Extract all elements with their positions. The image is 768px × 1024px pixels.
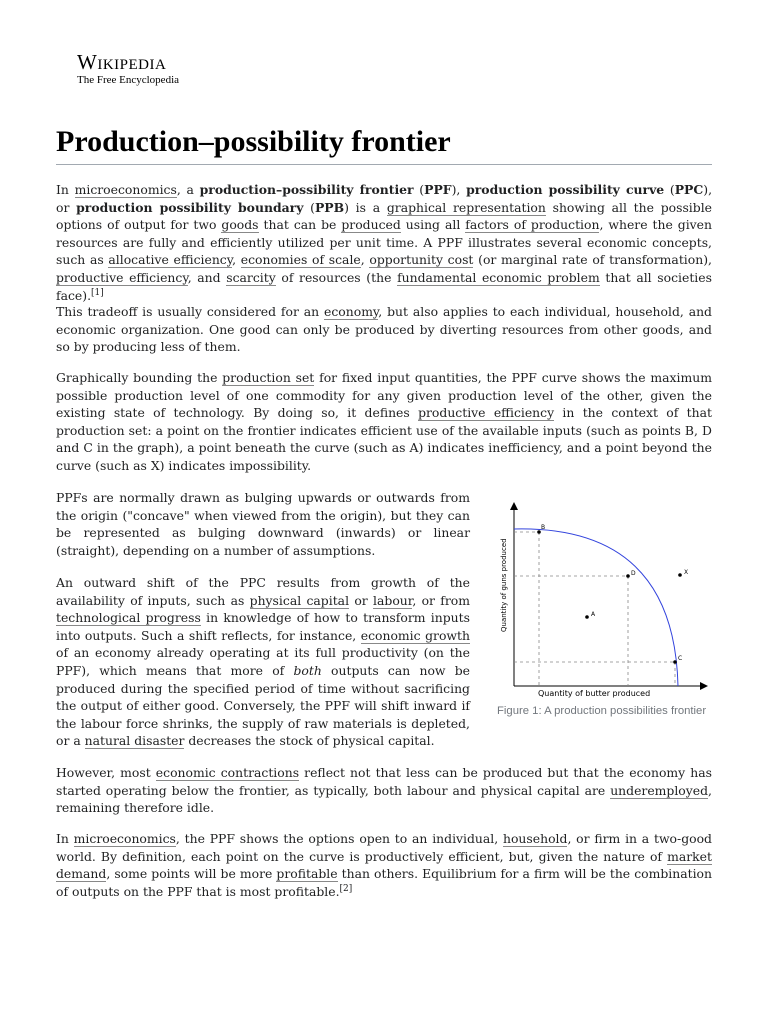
reference-1[interactable]: [1] [91,287,104,298]
wikipedia-logo[interactable] [77,52,179,86]
logo-tagline: The Free Encyclopedia [77,74,180,86]
link-opportunity-cost[interactable]: opportunity cost [369,252,474,268]
point-c [673,660,677,664]
label-a: A [591,611,596,618]
point-x [678,573,682,577]
link-profitable[interactable]: profitable [276,866,338,882]
link-economic-contractions[interactable]: economic contractions [155,765,300,780]
label-c: C [678,655,683,662]
label-b: B [541,524,546,531]
page-title: Production–possibility frontier [56,122,712,165]
guide-lines [514,532,675,686]
x-axis-label: Quantity of butter produced [538,689,651,698]
link-underemployed[interactable]: underemployed [610,782,709,798]
label-x: X [684,569,689,576]
link-productive-efficiency[interactable]: productive efficiency [56,269,188,285]
link-microeconomics[interactable]: microeconomics [74,182,177,197]
link-economy[interactable]: economy [324,304,379,319]
link-microeconomics-2[interactable]: microeconomics [73,831,176,846]
reference-2[interactable]: [2] [339,883,353,894]
link-graphical-representation[interactable]: graphical representation [386,199,546,215]
label-d: D [631,570,636,577]
link-physical-capital[interactable]: physical capital [249,592,350,608]
figure-caption: Figure 1: A production possibilities frontier [497,705,707,717]
ppf-diagram [494,500,716,700]
link-economic-growth[interactable]: economic growth [360,627,470,643]
link-production-set[interactable]: production set [222,370,315,385]
link-produced[interactable]: produced [341,217,401,233]
link-economies-of-scale[interactable]: economies of scale [240,252,361,268]
link-allocative-efficiency[interactable]: allocative efficiency [108,252,233,268]
link-factors-of-production[interactable]: factors of production [465,217,600,233]
y-axis-label: Quantity of guns produced [500,538,508,632]
paragraph-graphically: Graphically bounding the production set for fixed input quantities, the PPF curve shows the maximum possible production level of one commodity for any given production level of the other, given the existing state of technology. By doing so, it defines productive efficiency in the context of that production set: a point on the frontier indicates efficient use of the available inputs (such as points B, D and C in the graph), a point beneath the curve (such as A) indicates inefficiency, and a point beyond the curve (such as X) indicates impossibility. [56,370,712,473]
paragraph-bulging: PPFs are normally drawn as bulging upwards or outwards from the origin ("concave" when viewed from the origin), but they can be represented as bulging downward (inwards) or linear (straight), depending on a number of assumptions. [56,490,470,558]
point-d [626,574,630,578]
paragraph-outward-shift: An outward shift of the PPC results from growth of the availability of inputs, such as physical capital or labour, or from technological progress in knowledge of how to transform inputs into outputs. Such a shift reflects, for instance, economic growth of an economy already operating at its full productivity (on the PPF), which means that more of both outputs can now be produced during the specified period of time without sacrificing the output of either good. Conversely, the PPF will shift inward if the labour force shrinks, the supply of raw materials is depleted, or a natural disaster decreases the stock of physical capital. [56,575,471,749]
link-household[interactable]: household [502,831,568,846]
logo-wordmark: Wikipedia [77,50,167,74]
link-goods[interactable]: goods [221,217,259,233]
link-market-demand[interactable]: market demand [56,848,712,882]
point-a [585,615,589,619]
link-natural-disaster[interactable]: natural disaster [84,733,185,749]
paragraph-microeconomics: In microeconomics, the PPF shows the options open to an individual, household, or firm in a two-good world. By definition, each point on the curve is productively efficient, but, given the nature of market demand, some points will be more profitable than others. Equilibrium for a firm will be the combination of outputs on the PPF that is most profitable.[2] [56,831,712,899]
ppf-curve [514,529,678,686]
link-scarcity[interactable]: scarcity [226,269,276,285]
link-productive-efficiency-2[interactable]: productive efficiency [418,405,555,421]
link-labour[interactable]: labour [373,592,413,608]
paragraph-tradeoff: This tradeoff is usually considered for an economy, but also applies to each individual, household, and economic organization. One good can only be produced by diverting resources from other goods, and so by producing less of them. [56,304,712,355]
paragraph-intro: In microeconomics, a production–possibility frontier (PPF), production possibility curve (PPC), or production possibility boundary (PPB) is a graphical representation showing all the possible options of output for two goods that can be produced using all factors of production, where the given resources are fully and efficiently utilized per unit time. A PPF illustrates several economic concepts, such as allocative efficiency, economies of scale, opportunity cost (or marginal rate of transformation), productive efficiency, and scarcity of resources (the fundamental economic problem that all societies face).[1] [56,182,713,303]
paragraph-contractions: However, most economic contractions reflect not that less can be produced but that the economy has started operating below the frontier, as typically, both labour and physical capital are underemployed, remaining therefore idle. [56,765,712,816]
link-fundamental-economic-problem[interactable]: fundamental economic problem [397,269,600,285]
link-technological-progress[interactable]: technological progress [56,610,201,626]
